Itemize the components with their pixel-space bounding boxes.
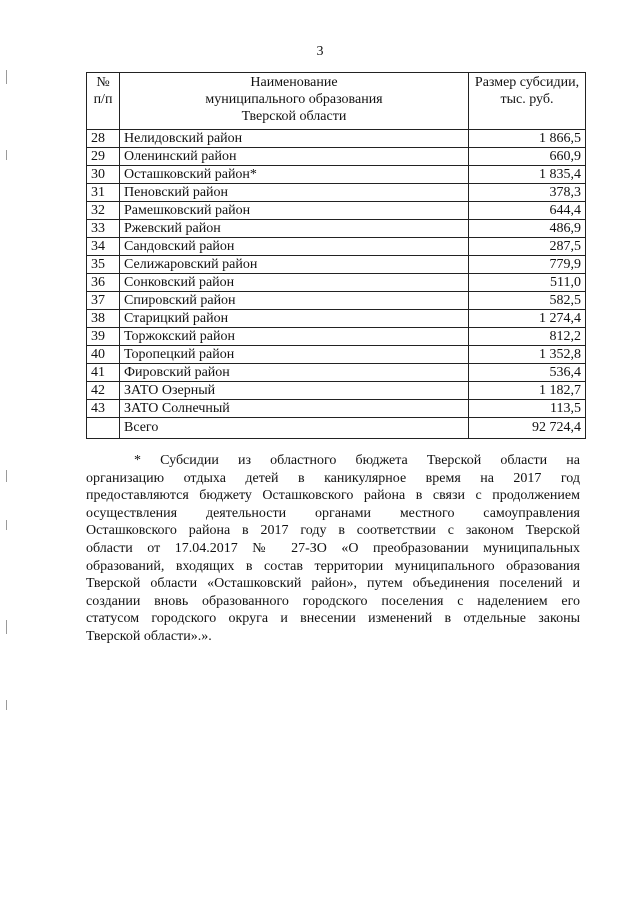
- row-amount: 582,5: [469, 292, 586, 310]
- table-row: [87, 256, 586, 274]
- row-amount: 1 182,7: [469, 382, 586, 400]
- table-row: [87, 184, 586, 202]
- footnote-line: организацию отдыха детей в каникулярное время на 2017 год: [86, 470, 580, 486]
- row-municipality: Осташковский район*: [120, 166, 469, 184]
- row-municipality: Сандовский район: [120, 238, 469, 256]
- row-number: 42: [87, 382, 120, 400]
- row-amount: 660,9: [469, 148, 586, 166]
- footnote-line: статусом городского округа и внесении изменений в отдельные законы: [86, 611, 580, 627]
- row-amount: 812,2: [469, 328, 586, 346]
- row-amount: 486,9: [469, 220, 586, 238]
- table-row: [87, 148, 586, 166]
- footnote-line: Осташковского района в 2017 году в соответствии с законом Тверской: [86, 523, 580, 539]
- row-municipality: Фировский район: [120, 364, 469, 382]
- table-row: [87, 382, 586, 400]
- footnote-line: создании вновь образованного городского поселения с наделением его: [86, 593, 580, 609]
- left-margin-mark: [6, 620, 7, 634]
- row-amount: 287,5: [469, 238, 586, 256]
- row-municipality: Ржевский район: [120, 220, 469, 238]
- table-row: [87, 220, 586, 238]
- table-row: [87, 346, 586, 364]
- table-row: [87, 310, 586, 328]
- row-amount: 644,4: [469, 202, 586, 220]
- header-subsidy-amount: Размер субсидии, тыс. руб.: [469, 73, 586, 130]
- row-number: 31: [87, 184, 120, 202]
- row-municipality: Селижаровский район: [120, 256, 469, 274]
- row-amount: 511,0: [469, 274, 586, 292]
- row-number: 33: [87, 220, 120, 238]
- row-municipality: Оленинский район: [120, 148, 469, 166]
- row-number: 32: [87, 202, 120, 220]
- row-amount: 1 866,5: [469, 130, 586, 148]
- row-municipality: Торжокский район: [120, 328, 469, 346]
- left-margin-mark: [6, 700, 7, 710]
- row-number: 36: [87, 274, 120, 292]
- row-number: 28: [87, 130, 120, 148]
- table-row: [87, 274, 586, 292]
- row-number: 41: [87, 364, 120, 382]
- total-number: [87, 418, 120, 439]
- footnote-line: области от 17.04.2017 № 27-ЗО «О преобразовании муниципальных: [86, 540, 580, 556]
- row-municipality: ЗАТО Озерный: [120, 382, 469, 400]
- row-number: 43: [87, 400, 120, 418]
- table-row: [87, 130, 586, 148]
- row-number: 35: [87, 256, 120, 274]
- left-margin-mark: [6, 150, 7, 160]
- row-number: 29: [87, 148, 120, 166]
- footnote-line: осуществления деятельности органами местного самоуправления: [86, 505, 580, 521]
- total-label: Всего: [120, 418, 469, 439]
- row-number: 40: [87, 346, 120, 364]
- footnote-line: * Субсидии из областного бюджета Тверской области на: [134, 453, 580, 468]
- row-number: 30: [87, 166, 120, 184]
- table-row: [87, 238, 586, 256]
- row-amount: 113,5: [469, 400, 586, 418]
- row-number: 34: [87, 238, 120, 256]
- row-amount: 536,4: [469, 364, 586, 382]
- footnote-line: Тверской области».».: [86, 628, 212, 644]
- total-amount: 92 724,4: [469, 418, 586, 439]
- row-amount: 1 352,8: [469, 346, 586, 364]
- row-municipality: Пеновский район: [120, 184, 469, 202]
- row-amount: 1 274,4: [469, 310, 586, 328]
- row-amount: 779,9: [469, 256, 586, 274]
- row-number: 39: [87, 328, 120, 346]
- row-municipality: Старицкий район: [120, 310, 469, 328]
- header-number: № п/п: [87, 73, 120, 130]
- row-municipality: Торопецкий район: [120, 346, 469, 364]
- footnote-line: Тверской области «Осташковский район», путем объединения поселений и: [86, 576, 580, 592]
- row-municipality: Спировский район: [120, 292, 469, 310]
- table-total-row: [87, 418, 586, 439]
- left-margin-mark: [6, 70, 7, 84]
- table-row: [87, 364, 586, 382]
- table-row: [87, 292, 586, 310]
- table-row: [87, 400, 586, 418]
- row-municipality: Сонковский район: [120, 274, 469, 292]
- page-number: 3: [316, 44, 324, 59]
- footnote: [86, 452, 580, 646]
- table-row: [87, 166, 586, 184]
- row-amount: 1 835,4: [469, 166, 586, 184]
- row-municipality: Рамешковский район: [120, 202, 469, 220]
- row-municipality: ЗАТО Солнечный: [120, 400, 469, 418]
- left-margin-mark: [6, 470, 7, 482]
- footnote-line: образований, входящих в состав территории муниципального образования: [86, 558, 580, 574]
- left-margin-mark: [6, 520, 7, 530]
- table-header-row: [87, 73, 586, 130]
- footnote-line: предоставляются бюджету Осташковского района в связи с продолжением: [86, 488, 580, 504]
- row-number: 38: [87, 310, 120, 328]
- table-row: [87, 328, 586, 346]
- header-municipality: Наименование муниципального образования Тверской области: [120, 73, 469, 130]
- table-row: [87, 202, 586, 220]
- subsidy-table: [86, 72, 586, 439]
- row-number: 37: [87, 292, 120, 310]
- row-amount: 378,3: [469, 184, 586, 202]
- row-municipality: Нелидовский район: [120, 130, 469, 148]
